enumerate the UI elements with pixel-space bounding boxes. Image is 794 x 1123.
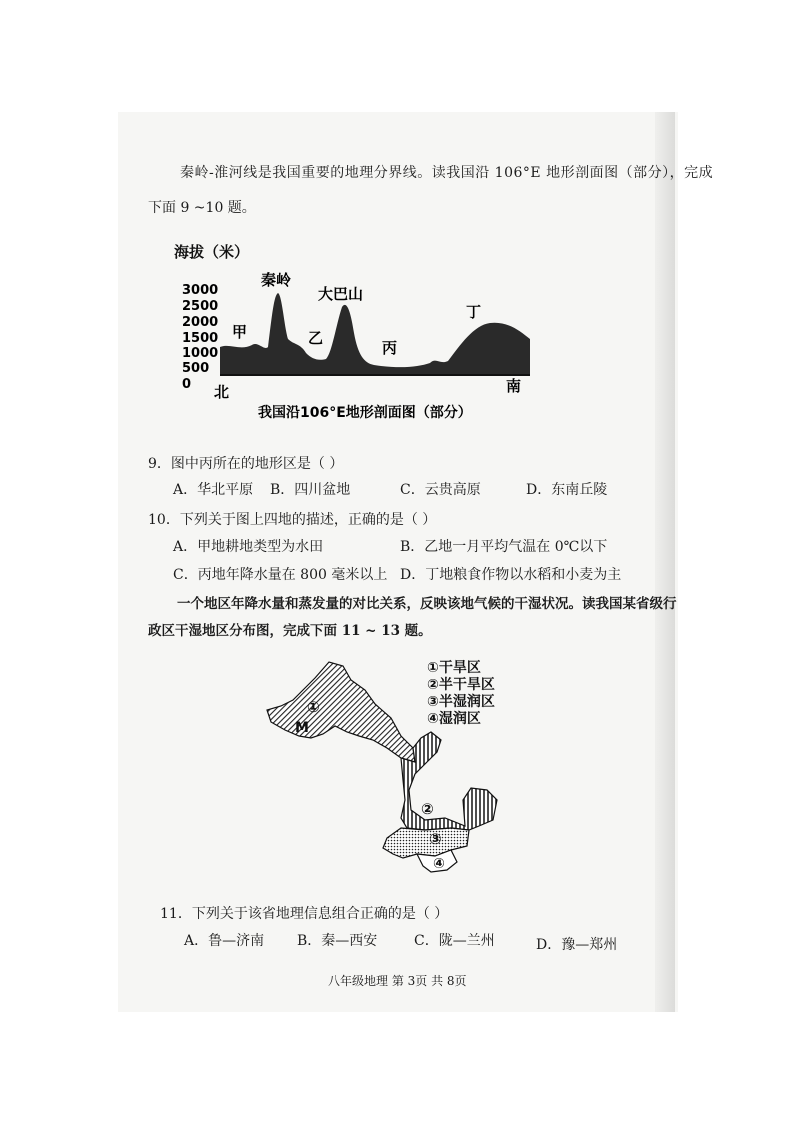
legend-item-humid: ④湿润区: [427, 711, 481, 727]
terrain-profile-fill: [220, 293, 530, 375]
region-label-3: ③: [429, 830, 442, 848]
q10-option-c: C．丙地年降水量在 800 毫米以上: [173, 567, 388, 583]
y-tick-label: 1500: [182, 331, 219, 346]
y-tick-label: 1000: [182, 346, 219, 361]
label-south: 南: [506, 377, 522, 395]
q11-option-d: D．豫—郑州: [536, 937, 618, 953]
label-jia: 甲: [232, 323, 248, 341]
region-label-4: ④: [433, 856, 445, 872]
legend-item-arid: ①干旱区: [427, 660, 481, 676]
y-tick-label: 0: [182, 377, 192, 392]
q9-option-a: A．华北平原: [173, 482, 254, 498]
y-tick-label: 3000: [182, 283, 219, 298]
q11-option-a: A．鲁—济南: [184, 933, 265, 949]
label-north: 北: [214, 383, 230, 401]
label-ding: 丁: [466, 303, 482, 321]
region-semiarid: [401, 732, 497, 830]
label-dabashan: 大巴山: [318, 285, 364, 303]
intro1-line2: 下面 9 ~10 题。: [148, 200, 256, 216]
legend-item-semihumid: ③半湿润区: [427, 694, 495, 710]
page-edge-shadow: [655, 112, 675, 1012]
q10-stem: 10．下列关于图上四地的描述，正确的是（ ）: [148, 512, 437, 528]
region-semihumid: [383, 828, 469, 858]
intro2-line2: 政区干湿地区分布图，完成下面 11 ~ 13 题。: [148, 623, 432, 639]
region-marker-m: M: [295, 720, 309, 736]
y-axis-title: 海拔（米）: [174, 243, 250, 261]
region-label-2: ②: [421, 800, 434, 818]
q9-option-d: D．东南丘陵: [526, 482, 608, 498]
q10-option-b: B．乙地一月平均气温在 0℃以下: [400, 539, 608, 555]
label-qinling: 秦岭: [261, 271, 292, 289]
y-tick-label: 2500: [182, 299, 219, 314]
q11-stem: 11．下列关于该省地理信息组合正确的是（ ）: [160, 906, 449, 922]
q9-option-c: C．云贵高原: [400, 482, 481, 498]
y-tick-label: 2000: [182, 315, 219, 330]
label-yi: 乙: [308, 329, 324, 347]
legend-item-semiarid: ②半干旱区: [427, 677, 495, 693]
q9-stem: 9．图中丙所在的地形区是（ ）: [148, 456, 344, 472]
dry-wet-region-map: [255, 650, 515, 880]
region-label-1: ①: [307, 698, 320, 716]
intro2-line1: 一个地区年降水量和蒸发量的对比关系，反映该地气候的干湿状况。读我国某省级行: [177, 596, 677, 612]
q11-option-b: B．秦—西安: [297, 933, 378, 949]
chart-caption: 我国沿106°E地形剖面图（部分）: [258, 405, 472, 421]
region-arid: [267, 662, 415, 762]
label-bing: 丙: [382, 339, 398, 357]
y-tick-label: 500: [182, 361, 210, 376]
q10-option-a: A．甲地耕地类型为水田: [173, 539, 324, 555]
q9-option-b: B．四川盆地: [270, 482, 351, 498]
page-footer: 八年级地理 第 3页 共 8页: [328, 974, 467, 988]
terrain-profile-chart: [160, 235, 560, 425]
intro1-line1: 秦岭-淮河线是我国重要的地理分界线。读我国沿 106°E 地形剖面图（部分），完成: [180, 165, 714, 181]
q11-option-c: C．陇—兰州: [414, 933, 495, 949]
q10-option-d: D．丁地粮食作物以水稻和小麦为主: [400, 567, 622, 583]
